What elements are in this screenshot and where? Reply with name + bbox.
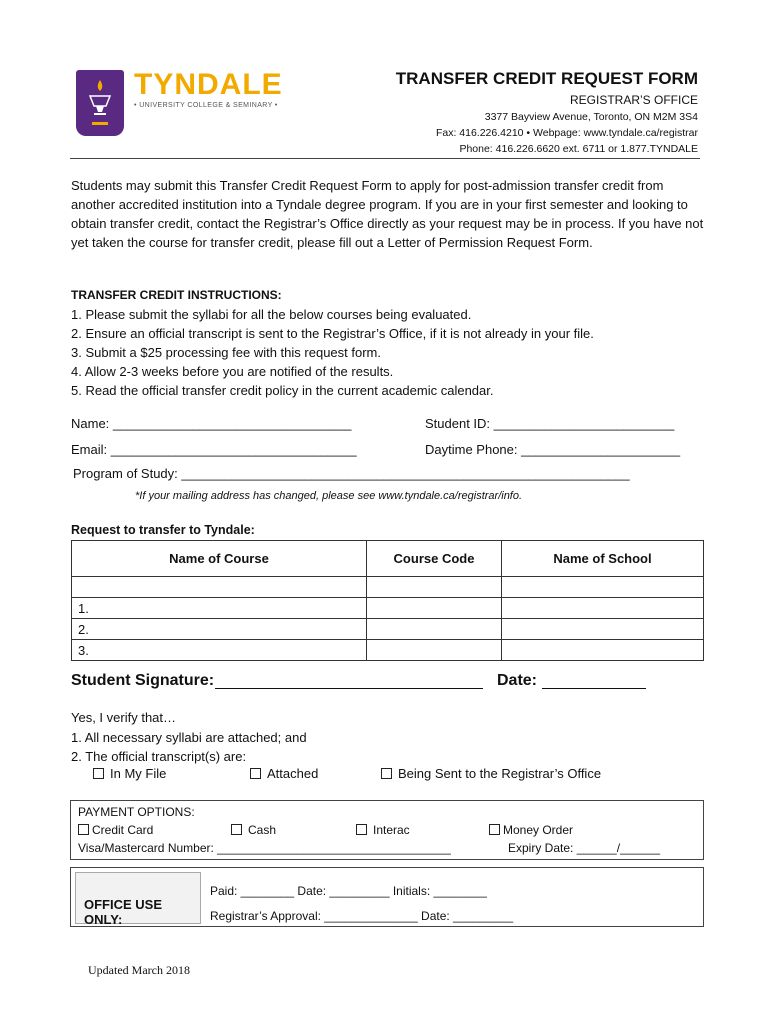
checkbox-icon: [250, 768, 261, 779]
signature-date-label: Date:: [497, 672, 538, 689]
checkbox-in-my-file[interactable]: [93, 766, 166, 781]
logo-shield: [76, 70, 124, 136]
instructions-title: TRANSFER CREDIT INSTRUCTIONS:: [71, 288, 282, 302]
instruction-item: 4. Allow 2-3 weeks before you are notified of the results.: [71, 364, 394, 379]
payment-option-label: Cash: [248, 823, 277, 837]
signature-date-line[interactable]: [542, 688, 646, 689]
address: 3377 Bayview Avenue, Toronto, ON M2M 3S4: [484, 111, 698, 123]
instructions-list: [71, 305, 594, 400]
checkbox-being-sent[interactable]: [381, 766, 601, 781]
checkbox-icon: [231, 824, 242, 835]
verify-intro: Yes, I verify that…: [71, 710, 177, 725]
payment-cash[interactable]: [231, 823, 276, 837]
checkbox-label: Attached: [267, 766, 319, 781]
verify-item: 1. All necessary syllabi are attached; and: [71, 729, 307, 745]
course-cell[interactable]: 1.: [72, 598, 367, 619]
header-course-code: Course Code: [367, 541, 502, 577]
header-divider: [70, 158, 700, 159]
card-number-field[interactable]: Visa/Mastercard Number: ___________________________________: [78, 841, 451, 855]
office-paid-line[interactable]: Paid: ________ Date: _________ Initials: ________: [210, 884, 487, 898]
instruction-item: 2. Ensure an official transcript is sent to the Registrar’s Office, if it is not already in your file.: [71, 326, 594, 341]
name-field[interactable]: Name: _________________________________: [71, 416, 352, 431]
payment-money-order[interactable]: [489, 823, 573, 837]
phone: Phone: 416.226.6620 ext. 6711 or 1.877.TYNDALE: [459, 143, 698, 155]
lamp-icon: [82, 76, 118, 130]
course-table: [71, 540, 704, 661]
updated-date: Updated March 2018: [88, 963, 190, 977]
program-of-study-field[interactable]: Program of Study: ______________________________________________________________: [73, 466, 630, 481]
verification-section: [71, 708, 307, 767]
instruction-item: 1. Please submit the syllabi for all the below courses being evaluated.: [71, 307, 472, 322]
course-cell[interactable]: 2.: [72, 619, 367, 640]
instruction-item: 3. Submit a $25 processing fee with this request form.: [71, 345, 381, 360]
table-header-row: [72, 541, 704, 577]
payment-interac[interactable]: [356, 823, 410, 837]
intro-paragraph: Students may submit this Transfer Credit Request Form to apply for post-admission transfer credit from another accredited institution into a Tyndale degree program. If you are in your first semester and looking to obtain transfer credit, contact the Registrar’s Office directly as your request may be in process. If you have not yet taken the course for transfer credit, please fill out a Letter of Permission Request Form.: [71, 178, 704, 250]
checkbox-label: Being Sent to the Registrar’s Office: [398, 766, 602, 781]
school-cell[interactable]: [502, 598, 704, 619]
school-cell[interactable]: [502, 577, 704, 598]
request-title: Request to transfer to Tyndale:: [71, 523, 255, 537]
course-cell[interactable]: [72, 577, 367, 598]
code-cell[interactable]: [367, 577, 502, 598]
table-row: [72, 598, 704, 619]
office-use-label-cell: [75, 872, 201, 927]
course-cell[interactable]: 3.: [72, 640, 367, 661]
payment-option-label: Credit Card: [92, 823, 154, 837]
code-cell[interactable]: [367, 619, 502, 640]
checkbox-attached[interactable]: [250, 766, 318, 781]
code-cell[interactable]: [367, 598, 502, 619]
payment-title: PAYMENT OPTIONS:: [78, 805, 195, 819]
checkbox-icon: [78, 824, 89, 835]
email-field[interactable]: Email: __________________________________: [71, 442, 357, 457]
checkbox-icon: [93, 768, 104, 779]
logo-wordmark: TYNDALE: [134, 68, 283, 101]
checkbox-label: In My File: [110, 766, 167, 781]
school-cell[interactable]: [502, 640, 704, 661]
code-cell[interactable]: [367, 640, 502, 661]
verify-item: 2. The official transcript(s) are:: [71, 749, 247, 764]
expiry-date-field[interactable]: Expiry Date: ______/______: [508, 841, 661, 855]
address-note: *If your mailing address has changed, please see www.tyndale.ca/registrar/info.: [135, 490, 523, 502]
form-title: TRANSFER CREDIT REQUEST FORM: [395, 69, 698, 88]
office-approval-line[interactable]: Registrar’s Approval: ______________ Date: _________: [210, 909, 514, 923]
payment-option-label: Money Order: [503, 823, 574, 837]
instruction-item: 5. Read the official transfer credit policy in the current academic calendar.: [71, 383, 494, 398]
signature-line[interactable]: [215, 688, 483, 689]
office-name: REGISTRAR’S OFFICE: [569, 93, 698, 107]
logo-subtitle: • UNIVERSITY COLLEGE & SEMINARY •: [134, 102, 278, 109]
office-use-box: [70, 867, 704, 927]
header-name-of-school: Name of School: [502, 541, 704, 577]
table-row: [72, 619, 704, 640]
student-id-field[interactable]: Student ID: _________________________: [425, 416, 675, 431]
table-row: [72, 577, 704, 598]
checkbox-icon: [381, 768, 392, 779]
payment-credit-card[interactable]: [78, 823, 153, 837]
office-use-label: OFFICE USE ONLY:: [84, 897, 163, 927]
signature-label: Student Signature:: [71, 672, 215, 689]
payment-options-box: [70, 800, 704, 860]
table-row: [72, 640, 704, 661]
checkbox-icon: [356, 824, 367, 835]
checkbox-icon: [489, 824, 500, 835]
school-cell[interactable]: [502, 619, 704, 640]
header-name-of-course: Name of Course: [72, 541, 367, 577]
daytime-phone-field[interactable]: Daytime Phone: ______________________: [425, 442, 681, 457]
fax-webpage: Fax: 416.226.4210 • Webpage: www.tyndale.ca/registrar: [435, 127, 698, 139]
payment-option-label: Interac: [373, 823, 410, 837]
